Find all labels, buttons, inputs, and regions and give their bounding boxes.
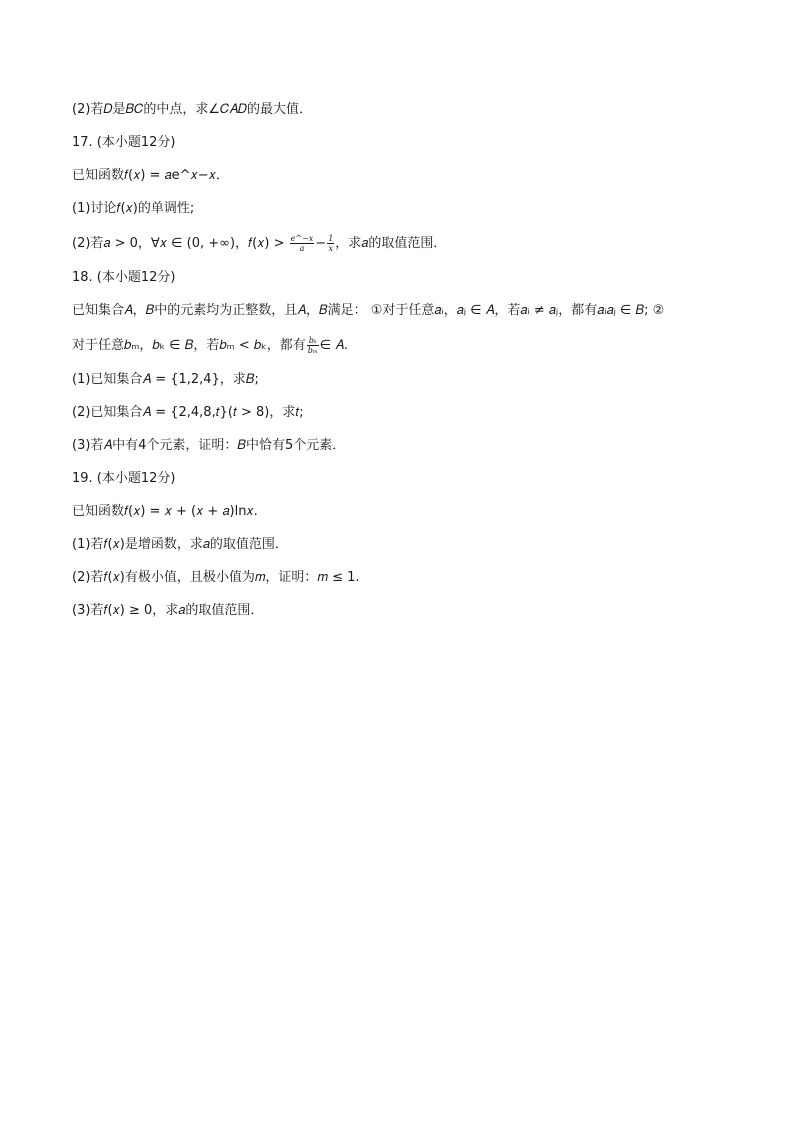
q19-heading: 19. (本小题12分) xyxy=(72,471,176,486)
problem-content xyxy=(72,100,722,634)
q18-heading: 18. (本小题12分) xyxy=(72,270,176,285)
fraction-denominator: bₘ xyxy=(307,346,318,355)
q18-statement-text: 对于任意𝑏ₘ，𝑏ₖ ∈ 𝐵，若𝑏ₘ < 𝑏ₖ，都有 xyxy=(72,338,306,353)
q19-part2: (2)若𝑓(𝑥)有极小值，且极小值为𝑚，证明：𝑚 ≤ 1. xyxy=(72,570,360,585)
fraction-numerator: e^−x xyxy=(290,234,314,243)
q17-statement: 已知函数𝑓(𝑥) = 𝑎e^𝑥−𝑥． xyxy=(72,168,229,183)
q17-part2-tail: ，求𝑎的取值范围． xyxy=(335,236,447,251)
q17-part2 xyxy=(72,232,722,256)
q19-part1: (1)若𝑓(𝑥)是增函数，求𝑎的取值范围． xyxy=(72,537,288,552)
q17-part2-text: (2)若𝑎 > 0，∀𝑥 ∈ (0, +∞)，𝑓(𝑥) > xyxy=(72,236,285,251)
fraction-numerator: bₖ xyxy=(308,336,317,345)
q17-part2-fraction-1 xyxy=(290,234,315,253)
q17-heading: 17. (本小题12分) xyxy=(72,135,176,150)
q19-part3: (3)若𝑓(𝑥) ≥ 0，求𝑎的取值范围． xyxy=(72,603,264,618)
minus-sign: − xyxy=(315,236,327,251)
q18-statement-line1: 已知集合𝐴，𝐵中的元素均为正整数，且𝐴，𝐵满足： ①对于任意𝑎ᵢ，𝑎ⱼ ∈ 𝐴，若𝑎ᵢ ≠ 𝑎ⱼ，都有𝑎ᵢ𝑎ⱼ ∈ 𝐵; ② xyxy=(72,303,665,318)
fraction-numerator: 1 xyxy=(328,234,334,243)
q16-part2: (2)若𝐷是𝐵𝐶的中点，求∠𝐶𝐴𝐷的最大值． xyxy=(72,102,312,117)
q18-part3: (3)若𝐴中有4个元素，证明：𝐵中恰有5个元素． xyxy=(72,438,346,453)
q18-statement-line2 xyxy=(72,334,722,358)
q18-part1: (1)已知集合𝐴 = {1,2,4}，求𝐵; xyxy=(72,372,259,387)
fraction-denominator: x xyxy=(328,244,333,253)
q18-fraction xyxy=(307,336,319,355)
fraction-denominator: a xyxy=(299,244,305,253)
q17-part2-fraction-2 xyxy=(327,234,334,253)
q18-statement-tail: ∈ 𝐴. xyxy=(319,338,348,353)
q17-part1: (1)讨论𝑓(𝑥)的单调性; xyxy=(72,201,195,216)
q18-part2: (2)已知集合𝐴 = {2,4,8,𝑡}(𝑡 > 8)，求𝑡; xyxy=(72,405,304,420)
q19-statement: 已知函数𝑓(𝑥) = 𝑥 + (𝑥 + 𝑎)ln𝑥. xyxy=(72,504,258,519)
